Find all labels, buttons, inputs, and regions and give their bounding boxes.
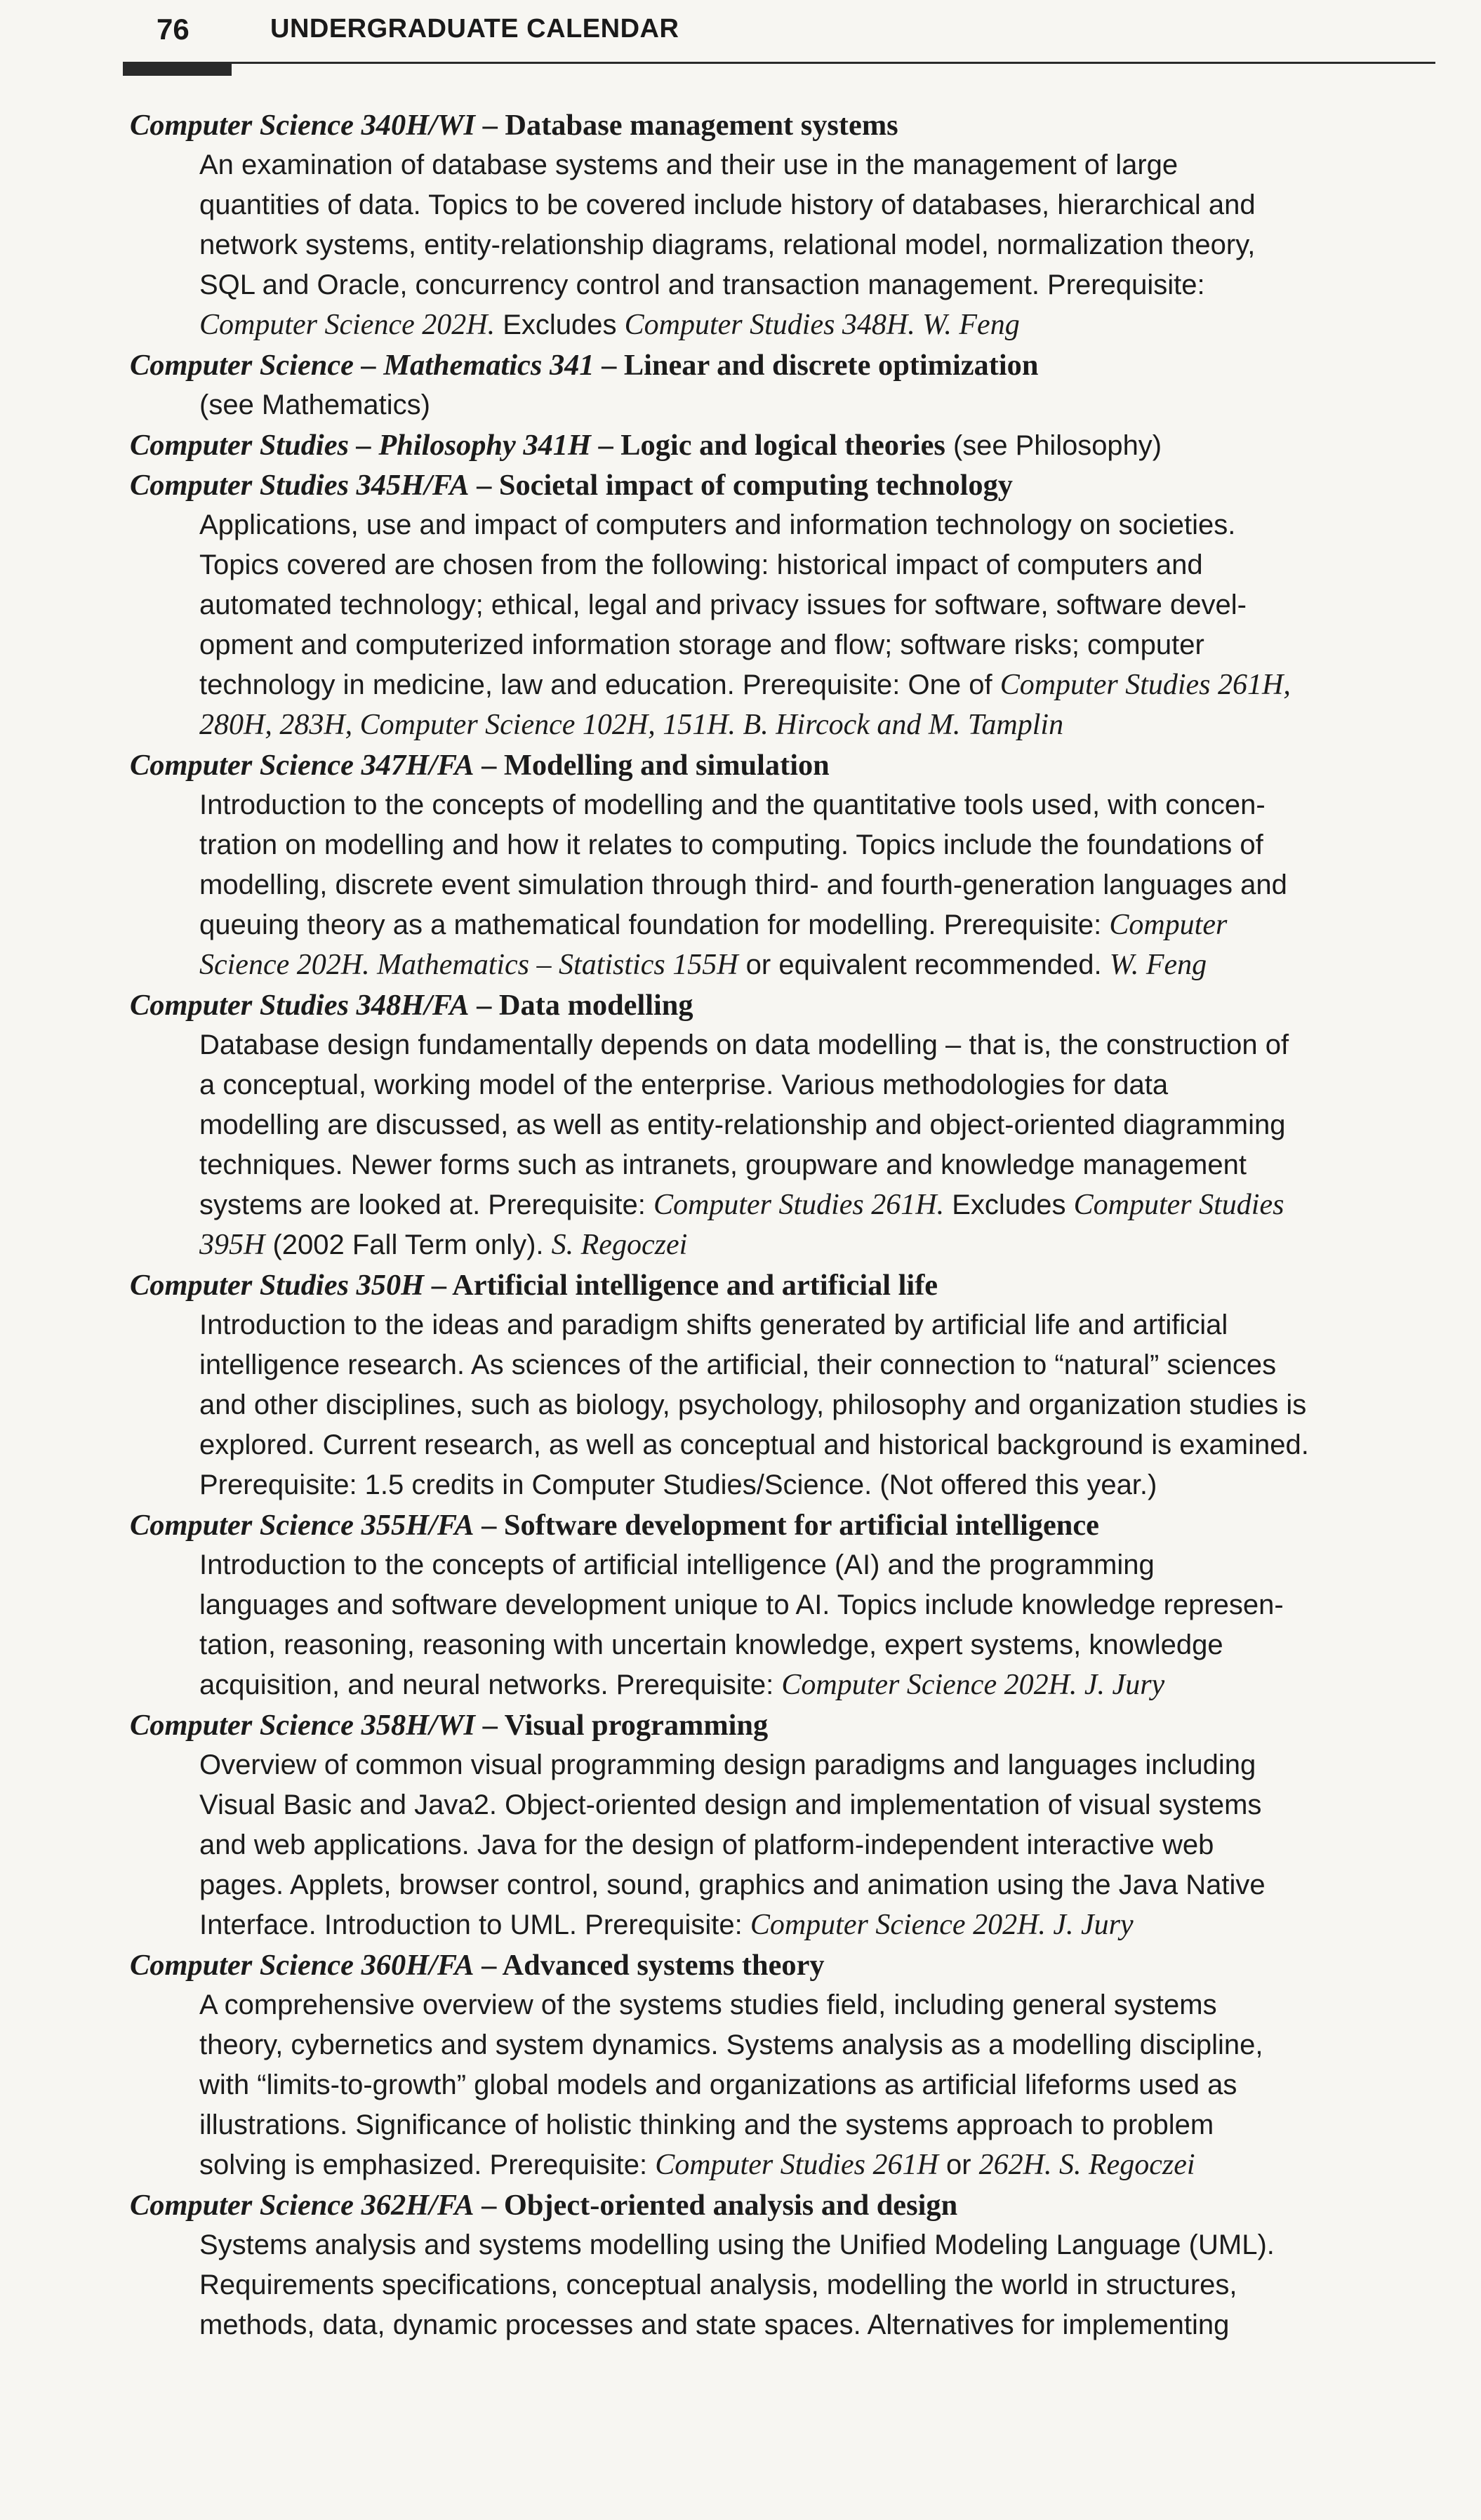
running-title: UNDERGRADUATE CALENDAR (270, 14, 679, 44)
course-entry (130, 1265, 1442, 1505)
course-entry (130, 105, 1442, 345)
course-description (199, 785, 1435, 985)
italic-reference: W. Feng (1109, 949, 1207, 981)
description-text: (see Mathematics) (199, 389, 430, 420)
description-text: automated technology; ethical, legal and privacy issues for software, software devel- (199, 589, 1247, 620)
description-line (199, 865, 1435, 905)
italic-reference: 280H, 283H, Computer Science 102H, 151H. B. Hircock and M. Tamplin (199, 709, 1064, 741)
description-text: explored. Current research, as well as conceptual and historical background is examined. (199, 1429, 1309, 1460)
course-code: Computer Science 347H/FA (130, 749, 474, 782)
description-line (199, 625, 1435, 665)
description-line (199, 1785, 1435, 1825)
course-code: Computer Studies 348H/FA (130, 989, 470, 1022)
italic-reference: Computer Studies 261H (655, 2149, 938, 2181)
description-line (199, 1985, 1435, 2025)
description-line (199, 2225, 1435, 2265)
course-code: Computer Science 358H/WI (130, 1709, 476, 1742)
description-line (199, 1465, 1435, 1505)
course-entry (130, 465, 1442, 745)
course-code: Computer Studies 350H (130, 1269, 425, 1302)
description-text: network systems, entity-relationship diagrams, relational model, normalization theory, (199, 229, 1256, 260)
italic-reference: Computer Studies (1073, 1189, 1284, 1221)
course-heading (130, 1505, 1442, 1545)
italic-reference: Computer Studies 261H. (653, 1189, 945, 1221)
course-code: Computer Science 355H/FA (130, 1509, 474, 1542)
description-line (199, 1665, 1435, 1705)
description-text: Systems analysis and systems modelling using the Unified Modeling Language (UML). (199, 2229, 1275, 2260)
description-text: Applications, use and impact of computers and information technology on societies. (199, 509, 1236, 540)
course-dash: – (424, 1269, 453, 1302)
italic-reference: 262H. S. Regoczei (978, 2149, 1195, 2181)
course-dash: – (475, 109, 505, 142)
course-code: Computer Studies 345H/FA (130, 469, 470, 502)
course-heading (130, 2185, 1442, 2225)
description-text: Introduction to the concepts of artificial intelligence (AI) and the programming (199, 1549, 1155, 1580)
course-description (199, 1745, 1435, 1945)
italic-reference: Computer Science 202H. (199, 309, 496, 341)
description-line (199, 1305, 1435, 1345)
description-line (199, 2025, 1435, 2065)
course-title: Linear and discrete optimization (623, 349, 1039, 382)
description-line (199, 585, 1435, 625)
description-text: techniques. Newer forms such as intranets, groupware and knowledge management (199, 1149, 1247, 1180)
description-line (199, 505, 1435, 545)
description-line (199, 385, 1435, 425)
course-code: Computer Science 362H/FA (130, 2189, 474, 2222)
description-text: modelling, discrete event simulation through third- and fourth-generation languages and (199, 869, 1287, 900)
course-entry (130, 2185, 1442, 2345)
description-line (199, 825, 1435, 865)
course-description (199, 385, 1435, 425)
course-title: Modelling and simulation (503, 749, 830, 782)
course-code: Computer Science – Mathematics 341 (130, 349, 595, 382)
italic-reference: S. Regoczei (551, 1229, 688, 1261)
description-text: Visual Basic and Java2. Object-oriented design and implementation of visual systems (199, 1789, 1262, 1820)
course-dash: – (475, 1709, 505, 1742)
italic-reference: Computer Science 202H. J. Jury (750, 1909, 1134, 1941)
course-dash: – (469, 469, 499, 502)
description-text: queuing theory as a mathematical foundation for modelling. Prerequisite: (199, 909, 1110, 940)
description-line (199, 545, 1435, 585)
course-listing (130, 105, 1442, 2345)
course-dash: – (474, 1949, 503, 1982)
course-note: (see Philosophy) (952, 430, 1162, 461)
course-entry (130, 1705, 1442, 1945)
course-description (199, 2225, 1435, 2345)
description-line (199, 1225, 1435, 1265)
course-description (199, 1985, 1435, 2185)
description-text: modelling are discussed, as well as entity-relationship and object-oriented diagramming (199, 1109, 1286, 1140)
course-description (199, 505, 1435, 745)
description-text: Database design fundamentally depends on data modelling – that is, the construction of (199, 1029, 1289, 1060)
description-text: An examination of database systems and their use in the management of large (199, 149, 1178, 180)
course-heading (130, 345, 1442, 385)
description-text: and web applications. Java for the design of platform-independent interactive web (199, 1829, 1214, 1860)
italic-reference: Computer Studies 348H. W. Feng (624, 309, 1020, 341)
course-entry (130, 1505, 1442, 1705)
course-heading (130, 985, 1442, 1025)
description-text: SQL and Oracle, concurrency control and transaction management. Prerequisite: (199, 269, 1205, 300)
description-text: intelligence research. As sciences of the artificial, their connection to “natural” sciences (199, 1349, 1277, 1380)
description-text: tation, reasoning, reasoning with uncertain knowledge, expert systems, knowledge (199, 1629, 1223, 1660)
course-dash: – (474, 2189, 504, 2222)
description-line (199, 2145, 1435, 2185)
course-title: Artificial intelligence and artificial life (452, 1269, 938, 1302)
description-line (199, 1025, 1435, 1065)
course-heading (130, 745, 1442, 785)
course-heading (130, 465, 1442, 505)
course-code: Computer Studies – Philosophy 341H (130, 429, 591, 462)
description-line (199, 1905, 1435, 1945)
italic-reference: Computer Studies 261H, (999, 669, 1291, 701)
description-line (199, 1145, 1435, 1185)
description-text: systems are looked at. Prerequisite: (199, 1189, 653, 1220)
description-line (199, 1065, 1435, 1105)
description-line (199, 1625, 1435, 1665)
description-line (199, 145, 1435, 185)
description-line (199, 1585, 1435, 1625)
description-line (199, 185, 1435, 225)
description-line (199, 665, 1435, 705)
description-text: with “limits-to-growth” global models and organizations as artificial lifeforms used as (199, 2069, 1237, 2100)
course-entry (130, 345, 1442, 425)
description-text: Interface. Introduction to UML. Prerequisite: (199, 1909, 750, 1940)
course-heading (130, 1705, 1442, 1745)
description-text: Introduction to the concepts of modelling and the quantitative tools used, with concen- (199, 789, 1266, 820)
description-line (199, 945, 1435, 985)
course-entry (130, 425, 1442, 465)
course-entry (130, 1945, 1442, 2185)
course-heading (130, 1945, 1442, 1985)
description-line (199, 265, 1435, 305)
course-title: Logic and logical theories (620, 429, 945, 462)
description-line (199, 225, 1435, 265)
description-text: Excludes (944, 1189, 1074, 1220)
course-heading (130, 105, 1442, 145)
description-line (199, 1865, 1435, 1905)
course-entry (130, 985, 1442, 1265)
description-text: opment and computerized information storage and flow; software risks; computer (199, 629, 1204, 660)
description-line (199, 2065, 1435, 2105)
course-description (199, 145, 1435, 345)
description-text: Prerequisite: 1.5 credits in Computer Studies/Science. (Not offered this year.) (199, 1469, 1157, 1500)
description-text: and other disciplines, such as biology, psychology, philosophy and organization studies is (199, 1389, 1307, 1420)
course-entry (130, 745, 1442, 985)
description-line (199, 1385, 1435, 1425)
description-text: quantities of data. Topics to be covered include history of databases, hierarchical and (199, 189, 1256, 220)
description-text: tration on modelling and how it relates to computing. Topics include the foundations of (199, 829, 1263, 860)
italic-reference: Computer (1109, 909, 1228, 941)
description-text: Topics covered are chosen from the following: historical impact of computers and (199, 549, 1203, 580)
course-dash: – (594, 349, 624, 382)
course-title: Database management systems (505, 109, 898, 142)
description-text: technology in medicine, law and education. Prerequisite: One of (199, 669, 1000, 700)
course-code: Computer Science 340H/WI (130, 109, 476, 142)
header-rule (123, 62, 1435, 64)
description-line (199, 1185, 1435, 1225)
description-text: A comprehensive overview of the systems studies field, including general systems (199, 1989, 1217, 2020)
italic-reference: Science 202H. Mathematics – Statistics 155H (199, 949, 738, 981)
course-title: Advanced systems theory (502, 1949, 825, 1982)
description-line (199, 785, 1435, 825)
course-title: Societal impact of computing technology (498, 469, 1013, 502)
description-line (199, 2265, 1435, 2305)
description-line (199, 2105, 1435, 2145)
description-text: (2002 Fall Term only). (265, 1229, 552, 1260)
course-description (199, 1025, 1435, 1265)
description-line (199, 1745, 1435, 1785)
description-line (199, 1105, 1435, 1145)
course-dash: – (590, 429, 621, 462)
description-line (199, 1825, 1435, 1865)
description-line (199, 1425, 1435, 1465)
italic-reference: 395H (199, 1229, 265, 1261)
description-text: Excludes (495, 309, 625, 340)
course-title: Object-oriented analysis and design (503, 2189, 958, 2222)
description-line (199, 305, 1435, 345)
description-line (199, 705, 1435, 745)
course-title: Software development for artificial intelligence (503, 1509, 1099, 1542)
course-title: Visual programming (504, 1709, 769, 1742)
description-text: languages and software development unique to AI. Topics include knowledge represen- (199, 1589, 1284, 1620)
description-text: Overview of common visual programming design paradigms and languages including (199, 1749, 1256, 1780)
course-heading (130, 1265, 1442, 1305)
course-description (199, 1545, 1435, 1705)
description-line (199, 1345, 1435, 1385)
description-text: pages. Applets, browser control, sound, graphics and animation using the Java Native (199, 1869, 1266, 1900)
description-line (199, 2305, 1435, 2345)
description-text: or equivalent recommended. (738, 949, 1110, 980)
description-text: solving is emphasized. Prerequisite: (199, 2149, 656, 2180)
course-title: Data modelling (498, 989, 693, 1022)
course-dash: – (469, 989, 499, 1022)
page-number: 76 (157, 13, 190, 46)
course-code: Computer Science 360H/FA (130, 1949, 474, 1982)
header-accent-bar (123, 62, 232, 76)
description-text: illustrations. Significance of holistic thinking and the systems approach to problem (199, 2109, 1214, 2140)
italic-reference: Computer Science 202H. J. Jury (781, 1669, 1165, 1701)
description-text: Introduction to the ideas and paradigm shifts generated by artificial life and artificial (199, 1309, 1228, 1340)
course-dash: – (474, 749, 504, 782)
description-text: Requirements specifications, conceptual analysis, modelling the world in structures, (199, 2269, 1237, 2300)
page-header (123, 10, 1435, 52)
description-line (199, 905, 1435, 945)
description-text: theory, cybernetics and system dynamics. Systems analysis as a modelling discipline, (199, 2029, 1263, 2060)
description-line (199, 1545, 1435, 1585)
course-description (199, 1305, 1435, 1505)
description-text: acquisition, and neural networks. Prerequisite: (199, 1669, 782, 1700)
course-dash: – (474, 1509, 504, 1542)
course-heading (130, 425, 1442, 465)
description-text: a conceptual, working model of the enterprise. Various methodologies for data (199, 1069, 1169, 1100)
description-text: or (938, 2149, 979, 2180)
description-text: methods, data, dynamic processes and state spaces. Alternatives for implementing (199, 2309, 1230, 2340)
